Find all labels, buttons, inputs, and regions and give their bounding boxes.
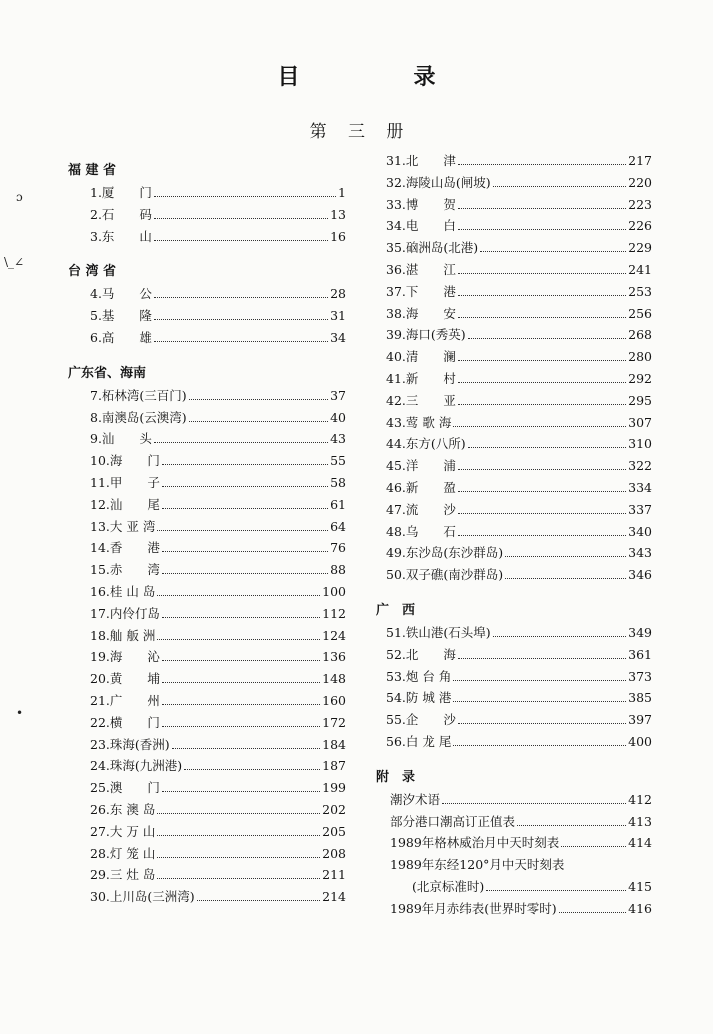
entry-page: 340	[628, 523, 652, 539]
entry-label: 潮汐术语	[390, 791, 441, 807]
entry-page: 413	[628, 813, 652, 829]
toc-entry[interactable]	[376, 194, 652, 216]
dot-leader	[453, 701, 626, 702]
toc-entry[interactable]	[68, 407, 346, 429]
dot-leader	[559, 912, 627, 913]
entry-label: 48.乌 石	[386, 523, 456, 539]
entry-page: 55	[330, 453, 346, 469]
toc-entry[interactable]	[376, 455, 652, 477]
toc-entry[interactable]	[376, 368, 652, 390]
entry-page: 76	[330, 540, 346, 556]
entry-label: 22.横 门	[90, 714, 160, 730]
toc-entry[interactable]	[376, 687, 652, 709]
entry-label: 52.北 海	[386, 646, 456, 662]
dot-leader	[184, 769, 320, 770]
entry-page: 112	[322, 605, 346, 621]
toc-entry[interactable]	[376, 215, 652, 237]
toc-entry[interactable]	[68, 603, 346, 625]
dot-leader	[162, 551, 328, 552]
toc-entry[interactable]	[68, 821, 346, 843]
entry-page: 184	[322, 736, 346, 752]
dot-leader	[458, 382, 626, 383]
toc-entry[interactable]	[68, 625, 346, 647]
section-heading-guangdong-hainan: 广东省、海南	[68, 365, 147, 381]
entry-label: 27.大 万 山	[90, 823, 156, 839]
toc-entry[interactable]	[376, 644, 652, 666]
toc-entry[interactable]	[68, 668, 346, 690]
toc-entry[interactable]	[68, 226, 346, 248]
entry-label: 56.白 龙 尾	[386, 733, 452, 749]
dot-leader	[157, 595, 320, 596]
dot-leader	[162, 726, 320, 727]
entry-page: 100	[322, 583, 346, 599]
entry-page: 31	[330, 308, 346, 324]
toc-entry[interactable]	[376, 622, 652, 644]
dot-leader	[154, 297, 328, 298]
dot-leader	[453, 745, 626, 746]
dot-leader	[162, 573, 328, 574]
dot-leader	[172, 748, 321, 749]
entry-page: 361	[628, 646, 652, 662]
toc-entry[interactable]	[68, 734, 346, 756]
entry-label: 部分港口潮高订正值表	[390, 813, 516, 829]
entry-label: 5.基 隆	[90, 308, 152, 324]
dot-leader	[154, 218, 328, 219]
entry-label: 3.东 山	[90, 228, 152, 244]
toc-entry[interactable]	[68, 327, 346, 349]
entry-label: 38.海 安	[386, 305, 456, 321]
toc-entry[interactable]	[68, 537, 346, 559]
toc-entry[interactable]	[68, 646, 346, 668]
entry-label: 9.汕 头	[90, 431, 152, 447]
dot-leader	[162, 508, 328, 509]
toc-entry[interactable]	[68, 777, 346, 799]
toc-entry[interactable]	[376, 433, 652, 455]
dot-leader	[493, 186, 627, 187]
entry-page: 160	[322, 692, 346, 708]
entry-label: 14.香 港	[90, 540, 160, 556]
entry-label: 20.黄 埔	[90, 671, 160, 687]
entry-label: 40.清 澜	[386, 349, 456, 365]
toc-entry[interactable]	[68, 516, 346, 538]
toc-entry[interactable]	[68, 283, 346, 305]
toc-entry[interactable]	[376, 259, 652, 281]
entry-label: 39.海口(秀英)	[386, 327, 466, 343]
entry-page: 202	[322, 801, 346, 817]
toc-entry[interactable]	[68, 843, 346, 865]
entry-label: 1.厦 门	[90, 185, 152, 200]
entry-page: 241	[628, 261, 652, 277]
entry-label: 36.湛 江	[386, 261, 456, 277]
entry-label: 2.石 码	[90, 206, 152, 222]
section-heading-fujian: 福 建 省	[68, 163, 117, 178]
toc-entry[interactable]	[68, 450, 346, 472]
entry-label: 46.新 盈	[386, 479, 456, 495]
toc-entry[interactable]	[376, 499, 652, 521]
dot-leader	[154, 196, 336, 197]
entry-page: 373	[628, 668, 652, 684]
entry-page: 34	[330, 329, 346, 345]
toc-entry[interactable]	[376, 709, 652, 731]
entry-page: 226	[628, 218, 652, 234]
entry-page: 136	[322, 649, 346, 665]
entry-label: 7.柘林湾(三百门)	[90, 387, 187, 403]
dot-leader	[157, 813, 320, 814]
entry-page: 217	[628, 153, 652, 168]
dot-leader	[458, 360, 626, 361]
entry-page: 148	[322, 671, 346, 687]
entry-page: 124	[322, 627, 346, 643]
toc-entry[interactable]	[68, 559, 346, 581]
toc-entry[interactable]	[376, 811, 652, 833]
entry-label: 33.博 贺	[386, 196, 456, 212]
entry-page: 253	[628, 283, 652, 299]
toc-entry[interactable]	[68, 182, 346, 204]
dot-leader	[458, 491, 626, 492]
toc-entry[interactable]	[376, 412, 652, 434]
dot-leader	[458, 469, 626, 470]
dot-leader	[493, 636, 627, 637]
entry-label: 35.硇洲岛(北港)	[386, 240, 479, 256]
dot-leader	[458, 229, 626, 230]
entry-label: 44.东方(八所)	[386, 436, 466, 452]
dot-leader	[197, 900, 321, 901]
toc-entry[interactable]	[376, 237, 652, 259]
entry-label: 47.流 沙	[386, 501, 456, 517]
entry-label: 50.双子礁(南沙群岛)	[386, 567, 504, 583]
toc-entry[interactable]	[376, 564, 652, 586]
entry-label: 30.上川岛(三洲湾)	[90, 889, 195, 905]
entry-page: 397	[628, 712, 652, 728]
entry-label: 18.舢 舨 洲	[90, 627, 156, 643]
toc-entry[interactable]	[376, 898, 652, 920]
entry-page: 415	[628, 878, 652, 894]
entry-label: 32.海陵山岛(闸坡)	[386, 174, 491, 190]
toc-entry[interactable]	[376, 303, 652, 325]
entry-page: 307	[628, 414, 652, 430]
dot-leader	[480, 251, 626, 252]
dot-leader	[517, 825, 626, 826]
entry-label: 11.甲 子	[90, 474, 160, 490]
entry-label: 34.电 白	[386, 218, 456, 234]
entry-page: 88	[330, 562, 346, 578]
toc-entry[interactable]	[68, 581, 346, 603]
entry-label: 16.桂 山 岛	[90, 583, 156, 599]
entry-page: 43	[330, 431, 346, 447]
entry-label: 1989年月赤纬表(世界时零时)	[390, 900, 557, 916]
entry-page: 172	[322, 714, 346, 730]
toc-entry[interactable]	[376, 324, 652, 346]
section-heading-guangxi: 广 西	[376, 602, 416, 618]
dot-leader	[154, 442, 328, 443]
entry-page: 310	[628, 436, 652, 452]
dot-leader	[154, 341, 328, 342]
dot-leader	[162, 791, 320, 792]
entry-page: 256	[628, 305, 652, 321]
toc-entry[interactable]	[376, 789, 652, 811]
dot-leader	[561, 846, 626, 847]
entry-page: 199	[322, 780, 346, 796]
toc-left-column	[68, 150, 346, 908]
toc-entry[interactable]	[376, 281, 652, 303]
entry-page: 412	[628, 791, 652, 807]
entry-label: 53.炮 台 角	[386, 668, 452, 684]
dot-leader	[505, 556, 626, 557]
entry-page: 58	[330, 474, 346, 490]
dot-leader	[157, 835, 320, 836]
dot-leader	[458, 404, 626, 405]
margin-mark: •	[16, 706, 24, 720]
toc-right-column	[376, 150, 652, 920]
entry-page: 268	[628, 327, 652, 343]
entry-page: 295	[628, 392, 652, 408]
toc-entry[interactable]	[376, 876, 652, 898]
entry-label: 49.东沙岛(东沙群岛)	[386, 545, 504, 561]
entry-page: 64	[330, 518, 346, 534]
entry-page: 292	[628, 370, 652, 386]
entry-page: 349	[628, 624, 652, 640]
entry-page: 385	[628, 690, 652, 706]
entry-page: 13	[330, 206, 346, 222]
dot-leader	[162, 464, 328, 465]
entry-label: 24.珠海(九洲港)	[90, 758, 183, 774]
dot-leader	[453, 680, 626, 681]
entry-label: 51.铁山港(石头埠)	[386, 624, 491, 640]
page-title: 目 录	[277, 65, 482, 90]
entry-label: 17.内伶仃岛	[90, 605, 160, 621]
dot-leader	[458, 208, 626, 209]
entry-page: 337	[628, 501, 652, 517]
entry-page: 205	[322, 823, 346, 839]
dot-leader	[157, 857, 320, 858]
toc-entry[interactable]	[376, 832, 652, 854]
entry-page: 220	[628, 174, 652, 190]
entry-label: 55.企 沙	[386, 712, 456, 728]
dot-leader	[157, 639, 320, 640]
toc-entry[interactable]	[376, 666, 652, 688]
entry-label: 45.洋 浦	[386, 458, 456, 474]
toc-entry[interactable]	[376, 172, 652, 194]
dot-leader	[157, 878, 320, 879]
entry-label: 19.海 沁	[90, 649, 160, 665]
entry-page: 187	[322, 758, 346, 774]
entry-page: 334	[628, 479, 652, 495]
entry-label: 29.三 灶 岛	[90, 867, 156, 883]
entry-page: 400	[628, 733, 652, 749]
entry-page: 346	[628, 567, 652, 583]
toc-entry[interactable]	[68, 428, 346, 450]
entry-page: 40	[330, 409, 346, 425]
entry-label: 1989年格林威治月中天时刻表	[390, 835, 560, 851]
toc-entry[interactable]	[376, 542, 652, 564]
entry-label: 37.下 港	[386, 283, 456, 299]
toc-entry[interactable]	[68, 385, 346, 407]
dot-leader	[189, 421, 328, 422]
dot-leader	[157, 530, 328, 531]
dot-leader	[154, 319, 328, 320]
dot-leader	[505, 578, 626, 579]
entry-page: 214	[322, 889, 346, 905]
margin-mark: ɔ	[16, 190, 23, 204]
entry-label: 43.莺 歌 海	[386, 414, 452, 430]
toc-entry[interactable]	[376, 150, 652, 172]
toc-entry[interactable]	[68, 494, 346, 516]
entry-page: 414	[628, 835, 652, 851]
entry-label: 23.珠海(香洲)	[90, 736, 170, 752]
toc-entry[interactable]	[68, 305, 346, 327]
entry-label: (北京标准时)	[412, 878, 485, 894]
toc-entry[interactable]	[68, 799, 346, 821]
entry-label: 42.三 亚	[386, 392, 456, 408]
toc-entry[interactable]	[376, 521, 652, 543]
entry-page: 208	[322, 845, 346, 861]
margin-mark: \_∠	[4, 255, 25, 269]
entry-page: 416	[628, 900, 652, 916]
dot-leader	[458, 295, 626, 296]
entry-label: 4.马 公	[90, 286, 152, 302]
section-heading-appendix: 附 录	[376, 769, 416, 785]
entry-label: 28.灯 笼 山	[90, 845, 156, 861]
dot-leader	[458, 164, 626, 165]
toc-entry[interactable]	[68, 204, 346, 226]
dot-leader	[189, 399, 328, 400]
dot-leader	[442, 803, 626, 804]
entry-page: 61	[330, 496, 346, 512]
dot-leader	[162, 682, 320, 683]
toc-entry[interactable]	[68, 755, 346, 777]
dot-leader	[162, 486, 328, 487]
entry-label: 31.北 津	[386, 153, 456, 168]
dot-leader	[458, 317, 626, 318]
entry-page: 343	[628, 545, 652, 561]
entry-label: 12.汕 尾	[90, 496, 160, 512]
section-heading-taiwan: 台 湾 省	[68, 264, 117, 280]
dot-leader	[458, 658, 626, 659]
entry-label: 41.新 村	[386, 370, 456, 386]
entry-label: 6.高 雄	[90, 329, 152, 345]
entry-label: 1989年东经120°月中天时刻表	[390, 857, 565, 873]
entry-label: 10.海 门	[90, 453, 160, 469]
toc-entry[interactable]	[376, 731, 652, 753]
dot-leader	[162, 704, 320, 705]
toc-entry[interactable]	[376, 854, 652, 876]
entry-page: 280	[628, 349, 652, 365]
volume-heading: 第 三 册	[309, 122, 412, 142]
entry-page: 229	[628, 240, 652, 256]
entry-page: 223	[628, 196, 652, 212]
entry-label: 21.广 州	[90, 692, 160, 708]
dot-leader	[162, 660, 320, 661]
dot-leader	[458, 273, 626, 274]
entry-page: 28	[330, 286, 346, 302]
dot-leader	[458, 535, 626, 536]
dot-leader	[458, 723, 626, 724]
toc-entry[interactable]	[376, 477, 652, 499]
dot-leader	[458, 513, 626, 514]
toc-entry[interactable]	[68, 690, 346, 712]
entry-label: 25.澳 门	[90, 780, 160, 796]
entry-page: 211	[322, 867, 346, 883]
dot-leader	[154, 240, 328, 241]
entry-label: 26.东 澳 岛	[90, 801, 156, 817]
entry-label: 15.赤 湾	[90, 562, 160, 578]
toc-entry[interactable]	[68, 472, 346, 494]
toc-entry[interactable]	[68, 864, 346, 886]
entry-label: 8.南澳岛(云澳湾)	[90, 409, 187, 425]
entry-page: 16	[330, 228, 346, 244]
entry-label: 54.防 城 港	[386, 690, 452, 706]
toc-entry[interactable]	[68, 712, 346, 734]
entry-label: 13.大 亚 湾	[90, 518, 156, 534]
dot-leader	[162, 617, 320, 618]
toc-entry[interactable]	[376, 346, 652, 368]
entry-page: 322	[628, 458, 652, 474]
entry-page: 1	[338, 185, 346, 200]
toc-entry[interactable]	[376, 390, 652, 412]
dot-leader	[468, 447, 627, 448]
entry-page: 37	[330, 387, 346, 403]
toc-entry[interactable]	[68, 886, 346, 908]
dot-leader	[453, 426, 626, 427]
dot-leader	[486, 890, 626, 891]
dot-leader	[468, 338, 627, 339]
